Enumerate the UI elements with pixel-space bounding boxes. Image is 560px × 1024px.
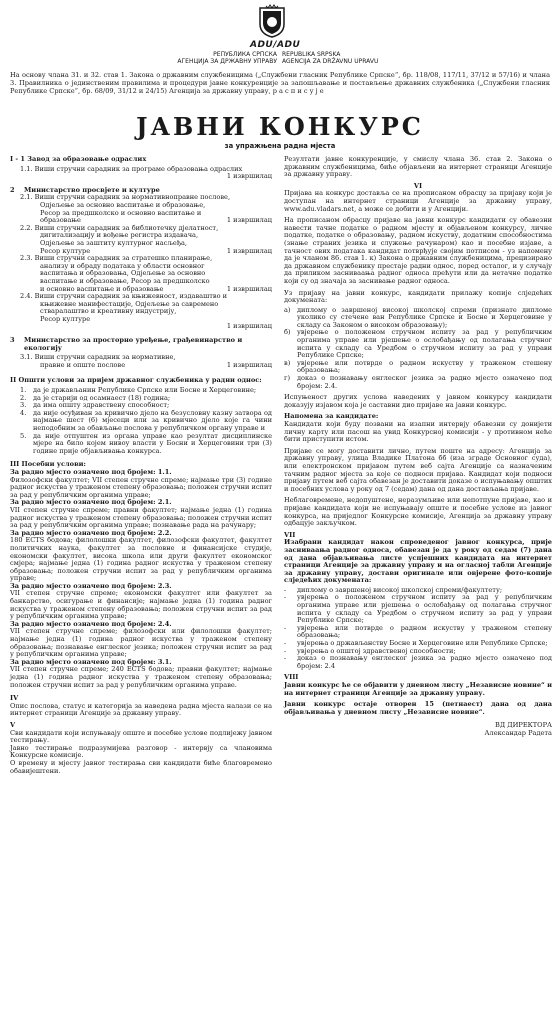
position-2-2 [10,225,272,255]
list-number: 4. [20,408,27,417]
list-number: 1. [20,386,27,395]
list-text: увјерења о положеном стручном испиту за рад у републичким органима управе или рјешења о ослобађању од полагања стручног испита у складу са Уредбом о стручном испиту за рад у управи Републике Српске; [297,593,552,625]
position-line: 2.1. Виши стручни сарадник за нормативноправне послове, [20,193,231,202]
position-line: васпитања и образовања, Одјељење за основно [40,269,206,278]
list-item [20,410,272,433]
note-heading: Напомена за кандидате: [284,412,379,421]
position-line: анализу и обраду података у области основног [40,261,205,270]
header-right-text [282,51,378,65]
application-form-paragraph: Пријава на конкурс доставља се на прописаном обрасцу за пријаву који је доступан на интернет страници Агенције за државну управу, www.adu.vladars.net, а може се добити и у Агенцији. [284,189,552,213]
special-condition-heading: За радно мјесто означено под бројем: 2.4. [10,619,172,628]
position-line: 2.4. Виши стручни сарадник за књижевност, издаваштво и [20,292,228,301]
list-text: увјерење или потврде о радном искуству у траженом стешену образовања; [297,358,552,375]
position-line: Одјељење за заштиту културног насљеђа, [40,238,187,247]
special-condition-text: VII степен стручне спреме; економски факултет или факултет за банкарство, осигурање и финансије; најмање једна (1) година радног искуства у траженом степену образовања; положен стручни испит за рад у републичким органима управе; [10,589,272,621]
list-text: увјерења о општој здравственој способности; [297,646,456,655]
position-line: 3.1. Виши стручни сарадник за нормативне, [20,353,176,362]
executor-count: 1 извршилац [226,322,272,331]
header-left-line: РЕПУБЛИКА СРПСКА [213,51,277,58]
position-line: Одјељење за основно васпитање и образовање, [40,200,206,209]
position-line: стваралаштво и креативну индустрију, [40,307,177,316]
position-line: Ресор за предшколско и основно васпитање и [40,208,202,217]
list-item: - увјерења о положеном стручном испиту за рад у републичким органима управе или рјешења о ослобађању од полагања стручног испита у складу са Уредбом о стручном испиту за рад у управи Републике Српске; [284,593,552,625]
executor-count: 1 извршилац [226,216,272,225]
section-viii-heading: VIII [284,673,299,682]
section-vi-heading: VI [413,181,423,190]
list-number: 2. [20,393,27,402]
position-line: и основно васпитање и образовање [40,284,164,293]
special-condition-text: VII степен стручне спреме; филозофски или филолошки факултет; најмање једна (1) година радног искуства у траженом степену образовања; познавање енглеског језика; положен стручни испит за рад у републичким органима управе; [10,627,272,659]
list-number: б) [284,328,291,337]
final-documents-list [284,587,552,671]
list-text: да није отпуштен из органа управе као резултат дисциплинске мјере на било којем нивоу власти у Босни и Херцеговини три (3) године прије објављивања конкурса. [33,431,272,455]
list-text: да има општу здравствену способност; [33,401,170,410]
executor-count: 1 извршилац [226,284,272,293]
signature-title: ВД ДИРЕКТОРА [495,721,552,730]
position-line: дигитализацију и вођење регистра издавача, [40,231,199,240]
position-2-3 [10,255,272,293]
special-condition-text: VII степен стручне спреме; правни факултет; најмање једна (1) година радног искуства у траженом степену образовања; положен стручни испит за рад у републичким органима управе; познавање рада на рачунару; [10,505,272,530]
list-text: доказ о познавању енглеског језика за радно мјесто означено под бројем: 2.4 [297,654,552,670]
special-condition-text: 180 ECTS бодова; филолошки факултет, филозофски факултет, факултет политичких наука, факултет за пословне и финансијске студије, економски факултет, висока школа или други факултет економског смјера; најмање једна (1) година радног искуства у траженом степену образовања; положен стручни испит за рад у републичким органима управе; [10,536,272,583]
position-line: 2.3. Виши стручни сарадник за стратешко планирање, [20,254,213,263]
position-3-1 [10,354,272,369]
list-text: доказ о познавању енглеског језика за радно мјесто означено под бројем: 2.4. [297,374,552,390]
list-text: увјерења или потврде о радном искуству у траженом степену образовања; [297,623,552,640]
right-column [284,156,552,738]
left-column [10,156,272,775]
position-line: књижевне манифестације, Одјељење за савремено [40,299,219,308]
list-text: увјерења о држављанству Босне и Херцеговине или Републике Српске; [297,639,548,648]
header [0,0,560,65]
results-paragraph: Резултати јавне конкуренције, у смислу члана 36. став 2. Закона о државним службеницима, биће објављени на интернет страници Агенције за државну управу. [284,155,552,179]
special-condition-heading: За радно мјесто означено под бројем: 1.1. [10,467,172,476]
documents-list [284,307,552,391]
list-text: да је држављанин Републике Српске или Босне и Херцеговине; [33,386,257,395]
special-condition-heading: За радно мјесто означено под бројем: 2.3. [10,581,172,590]
position-line: Ресор културе [40,246,91,255]
general-conditions-heading: II Општи услови за пријем државног службеника у радни однос: [10,376,262,385]
list-item: - диплому о завршеној високој школској спреми/факултету; [284,587,552,595]
position-line: 2.2. Виши стручни сарадник за библиотечку дјелатност, [20,223,219,232]
page-title: ЈАВНИ КОНКУРС [136,112,424,141]
other-conditions-paragraph: Испуњеност других услова наведених у јавном конкурсу кандидати доказују изјавом која је саставни дио пријаве на јавни конкурс. [284,393,552,409]
list-item: - увјерења о држављанству Босне и Херцеговине или Републике Српске; [284,640,552,648]
page-subtitle: за упражњена радна мјеста [224,142,336,150]
selected-candidate-paragraph: Изабрани кандидат након спроведеног јавног конкурса, прије засниваања радног односа, обавезан је да у року од седам (7) дана од дана објављивања листе успјешних кандидата на интернет страници Агенције за државну управу и на огласној табли Агенције за државну управу, достави оригинале или овјерене фото-копије слједећих докумената: [284,538,552,585]
position-1-1: 1.1. Виши стручни сарадник за програме образовања одраслих [20,164,243,173]
special-condition-heading: За радно мјесто означено под бројем: 2.1. [10,498,172,507]
list-number: 3. [20,401,27,410]
position-2-1 [10,194,272,224]
special-condition-text: VII степен стручне спреме; 240 ECTS бодова; правни факултет; најмање једна (1) година радног искуства у траженом степену образовања; положен стручни испит за рад у републичким органима управе. [10,665,272,689]
list-number: г) [284,374,291,383]
position-line: образовање [40,216,81,225]
header-left-text [177,51,277,65]
section-v-text: О времену и мјесту јавног тестирања сви кандидати биће благовремено обавијештени. [10,758,272,775]
list-number: 5. [20,431,27,440]
special-condition-text: Филозофски факултет; VII степен стручне спреме; најмање три (3) године радног искуства у траженом степену образовања; положен стручни испит за рад у републичким органима управе; [10,475,272,499]
rejection-paragraph: Неблаговремене, недопуштене, неразумљиве или непотпуне пријаве, као и пријаве кандидата који не испуњавају опште и посебне услове из јавног конкурса, на приједлог Конкурсне комисије, Агенција за државну управу одбацује закључком. [284,496,552,528]
executor-count: 1 извршилац [226,246,272,255]
open-period-paragraph: Јавни конкурс остаје отворен 15 (петнаест) дана од дана објављивања у дневном листу „Независне новине“. [284,700,552,716]
header-right-line: REPUBLIKA SRPSKA [282,51,341,58]
executor-count: 1 извршилац [226,172,272,181]
intro-paragraph: На основу члана 31. и 32. став 1. Закона о државним службеницима („Службени гласник Републике Српске“, бр. 118/08, 117/11, 37/12 и 57/16) и члана 3. Правилника о јединственим правилима и процедури јавне конкуренције за запошљавање и постављење државних службеника („Службени гласник Републике Српске“, бр. 68/09, 31/12 и 24/15) Агенција за државну управу, р а с п и с у ј е [10,71,550,95]
section-3-heading-row [10,337,272,352]
section-3-heading: Министарство за просторно уређење, грађевинарство и екологију [24,336,243,352]
list-number: а) [284,305,291,314]
position-line: Ресор културе [40,314,91,323]
coat-of-arms-icon [252,4,292,38]
section-1-heading: I - 1 Завод за образовање одраслих [10,155,147,163]
position-line: правне и опште послове [40,360,126,369]
list-text: диплому о завршеној високој школској спреми (признате дипломе уколико су стечене ван Републике Српске и Босне и Херцеговине у складу са Законом о високом образовању); [297,305,552,329]
list-number: в) [284,358,291,367]
header-left-line: АГЕНЦИЈА ЗА ДРЖАВНУ УПРАВУ [177,58,277,65]
list-text: диплому о завршеној високој школској спреми/факултету; [297,585,503,594]
submission-paragraph: Пријаве се могу доставити лично, путем поште на адресу: Агенција за државну управу, улица Владике Платона бб (иза зграде Основног суда), или електронском пријавом путем веб сајта Агенције са назначеним тачним радног мјеста за које се подноси пријава. Кандидат који подноси пријаву путем веб сајта обавезан је доставити доказе о испуњавању општих и посебних услова у року од 7 (седам) дана од дана достављања пријаве. [284,446,552,493]
list-item [284,329,552,359]
section-v-text: Јавно тестирање подразумијева разговор - интервју са члановима Конкурсне комисије. [10,743,272,760]
note-paragraph: Кандидати који буду позвани на изапни интервју обавезни су донијети личну карту или пасош на увид Конкурсној комисији - у противном неће бити приступити истом. [284,420,552,444]
section-number: 3 [10,336,15,345]
section-iv-heading: IV [10,694,19,703]
section-2-heading: Министарство просвјете и културе [24,185,160,194]
list-item: - доказ о познавању енглеског језика за радно мјесто означено под бројем: 2.4 [284,654,552,670]
application-data-paragraph: На прописаном обрасцу пријаве на јавни конкурс кандидати су обавезни навести тачне податке о радном мјесту и објављеном конкурсу, личне податке, податке о образовању, радном искуству, додатним способностима (знање страних језика и служење рачунаром) као и посебне изјаве, а тачност ових података кандидат потврђује својим потписом - уз напомену да је чланом 86. став 1. к) Закона о државним службеницима, прецизирано да државном службенику престаје радни однос, поред осталог, и у случају да приликом засниваања радног односа прећути или да нетачне податке који су од значаја за заснивање радног односа. [284,216,552,285]
list-item: - увјерења или потврде о радном искуству у траженом степену образовања; [284,623,552,640]
list-item [284,375,552,390]
special-condition-heading: За радно мјесто означено под бројем: 2.2. [10,528,172,537]
general-conditions-list [10,387,272,455]
section-v-text: Сви кандидати који испуњавају опште и посебне услове подлијежу јавном тестирању. [10,728,272,745]
agency-logo: ADU/ADU [250,40,301,50]
list-text: да није осуђиван за кривично дјело на безусловну казну затвора од најмање шест (6) мјесеци или за кривично дјело које га чини неподобним за обављање послова у републичком органу управе и [33,408,272,432]
special-conditions-list [10,469,272,689]
list-item [20,433,272,456]
special-conditions-heading: III Посебни услови: [10,460,86,469]
section-number: 2 [10,185,15,194]
signature-name: Александар Радета [484,728,552,737]
publication-paragraph: Јавни конкурс ће се објавити у дневном листу „Независне новине“ и на интернет страници Агенције за државну управу. [284,681,552,697]
header-right-line: AGENCIJA ZA DRŽAVNU UPRAVU [282,58,379,65]
position-line: васпитање и образовање, Ресор за предшколско [40,276,210,285]
list-text: увјерење о положеном стручном испиту за рад у републичким органима управе или рјешење о ослобађању од полагања стручног испита у складу са Уредбом о стручном испиту за рад у управи Републике Српске; [297,328,552,360]
section-v-heading: V [10,720,16,729]
list-text: да је старији од осамнаест (18) година; [33,393,171,402]
list-item [284,360,552,375]
list-item [284,307,552,330]
section-vii-heading: VII [284,530,296,539]
section-iv-text: Опис послова, статус и категорија за наведена радна мјеста налази се на интернет страници Агенције за државну управу. [10,701,272,718]
documents-intro: Уз пријаву на јавни конкурс, кандидати прилажу копије слједећих докумената: [284,288,552,305]
executor-count: 1 извршилац [226,360,272,369]
special-condition-heading: За радно мјесто означено под бројем: 3.1. [10,657,172,666]
list-item: - увјерења о општој здравственој способности; [284,648,552,656]
position-2-4 [10,293,272,331]
